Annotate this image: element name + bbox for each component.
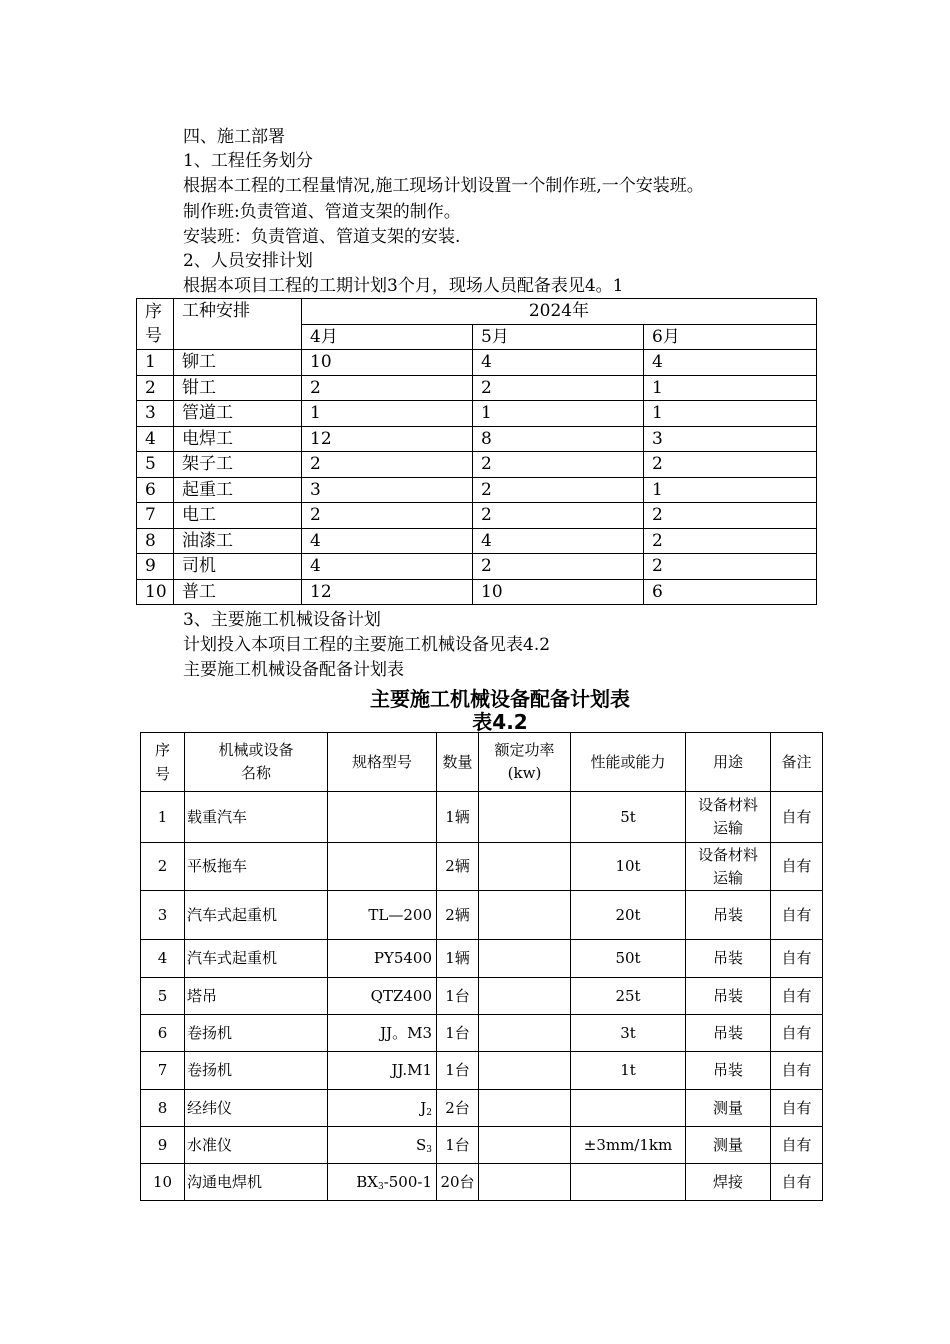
row-month-4: 12	[302, 426, 473, 452]
row-note: 自有	[771, 940, 823, 978]
model-text: J	[420, 1098, 427, 1117]
table-row	[137, 350, 817, 376]
row-number: 5	[137, 452, 174, 478]
row-trade: 普工	[174, 579, 302, 605]
table-row	[141, 792, 823, 843]
model-subscript: 3	[426, 1144, 432, 1155]
table-row	[141, 1015, 823, 1052]
row-use: 设备材料运输	[686, 843, 771, 891]
row-quantity: 1辆	[437, 792, 479, 843]
row-equipment-name: 平板拖车	[185, 843, 328, 891]
row-month-4: 4	[302, 528, 473, 554]
row-equipment-name: 经纬仪	[185, 1090, 328, 1127]
row-use: 吊装	[686, 1052, 771, 1090]
table-header-row	[141, 733, 823, 792]
header-trade: 工种安排	[174, 299, 302, 350]
model-text: QTZ400	[370, 986, 432, 1005]
row-number: 1	[137, 350, 174, 376]
table-row	[141, 940, 823, 978]
row-month-6: 2	[644, 452, 817, 478]
row-use: 吊装	[686, 1015, 771, 1052]
table-row	[141, 1127, 823, 1164]
task-heading: 1、工程任务划分	[183, 151, 313, 171]
row-trade: 司机	[174, 554, 302, 580]
row-number: 2	[141, 843, 185, 891]
row-power	[479, 1164, 571, 1201]
row-number: 10	[141, 1164, 185, 1201]
row-month-6: 2	[644, 503, 817, 529]
row-number: 10	[137, 579, 174, 605]
row-trade: 架子工	[174, 452, 302, 478]
model-text: JJ.M1	[391, 1061, 432, 1079]
row-use: 吊装	[686, 891, 771, 940]
header-quantity: 数量	[437, 733, 479, 792]
row-month-5: 4	[473, 350, 644, 376]
staff-heading: 2、人员安排计划	[183, 251, 313, 271]
row-power	[479, 978, 571, 1015]
table-row	[137, 477, 817, 503]
task-paragraph: 根据本工程的工程量情况,施工现场计划设置一个制作班,一个安装班。	[183, 176, 704, 196]
row-capacity	[571, 1090, 686, 1127]
header-power-line2: (kw)	[507, 764, 542, 782]
header-name-line1: 机械或设备	[218, 741, 294, 759]
table-row	[141, 1052, 823, 1090]
row-capacity	[571, 1164, 686, 1201]
row-month-4: 10	[302, 350, 473, 376]
row-quantity: 1台	[437, 1052, 479, 1090]
header-use: 用途	[686, 733, 771, 792]
row-model	[328, 978, 437, 1015]
row-model	[328, 792, 437, 843]
row-month-5: 2	[473, 554, 644, 580]
row-model	[328, 1090, 437, 1127]
row-month-5: 2	[473, 477, 644, 503]
staff-paragraph: 根据本项目工程的工期计划3个月，现场人员配备表见4。1	[183, 276, 624, 296]
row-model	[328, 1127, 437, 1164]
row-model	[328, 843, 437, 891]
row-month-4: 2	[302, 452, 473, 478]
header-name-line2: 名称	[240, 764, 271, 782]
row-month-4: 4	[302, 554, 473, 580]
row-number: 4	[137, 426, 174, 452]
header-capacity: 性能或能力	[571, 733, 686, 792]
table-row	[137, 528, 817, 554]
row-use: 测量	[686, 1127, 771, 1164]
table-row	[137, 503, 817, 529]
model-subscript: 2	[426, 1107, 432, 1118]
row-month-5: 1	[473, 401, 644, 427]
row-number: 8	[141, 1090, 185, 1127]
row-use: 吊装	[686, 940, 771, 978]
row-month-4: 12	[302, 579, 473, 605]
table-row	[137, 579, 817, 605]
table-row	[137, 401, 817, 427]
header-seq: 序号	[137, 299, 174, 350]
row-note: 自有	[771, 1015, 823, 1052]
row-capacity: 10t	[571, 843, 686, 891]
equipment-heading: 3、主要施工机械设备计划	[183, 610, 381, 630]
row-quantity: 1辆	[437, 940, 479, 978]
row-note: 自有	[771, 891, 823, 940]
row-month-4: 2	[302, 503, 473, 529]
row-quantity: 2台	[437, 1090, 479, 1127]
row-month-6: 2	[644, 554, 817, 580]
row-month-4: 2	[302, 375, 473, 401]
row-model	[328, 891, 437, 940]
row-trade: 电焊工	[174, 426, 302, 452]
staffing-table	[136, 298, 817, 605]
row-trade: 管道工	[174, 401, 302, 427]
row-capacity: 20t	[571, 891, 686, 940]
row-month-6: 6	[644, 579, 817, 605]
row-trade: 油漆工	[174, 528, 302, 554]
row-equipment-name: 载重汽车	[185, 792, 328, 843]
row-note: 自有	[771, 978, 823, 1015]
row-equipment-name: 水准仪	[185, 1127, 328, 1164]
header-seq-text: 序号	[154, 741, 170, 783]
row-power	[479, 792, 571, 843]
row-note: 自有	[771, 1164, 823, 1201]
row-month-5: 4	[473, 528, 644, 554]
row-equipment-name: 塔吊	[185, 978, 328, 1015]
row-power	[479, 940, 571, 978]
header-power	[479, 733, 571, 792]
table-row	[137, 452, 817, 478]
row-note: 自有	[771, 792, 823, 843]
row-use: 测量	[686, 1090, 771, 1127]
model-subscript: 3	[377, 1181, 384, 1192]
row-note: 自有	[771, 1090, 823, 1127]
row-month-5: 2	[473, 503, 644, 529]
row-quantity: 1台	[437, 1015, 479, 1052]
row-number: 6	[141, 1015, 185, 1052]
row-month-6: 1	[644, 401, 817, 427]
row-equipment-name: 卷扬机	[185, 1052, 328, 1090]
header-power-line1: 额定功率	[494, 741, 555, 759]
row-power	[479, 1090, 571, 1127]
header-model: 规格型号	[328, 733, 437, 792]
row-quantity: 2辆	[437, 891, 479, 940]
row-quantity: 1台	[437, 1127, 479, 1164]
model-text: TL—200	[368, 905, 432, 924]
table-title: 主要施工机械设备配备计划表	[370, 687, 630, 711]
table-row	[141, 1090, 823, 1127]
row-capacity: 5t	[571, 792, 686, 843]
row-month-4: 1	[302, 401, 473, 427]
header-year: 2024年	[302, 299, 817, 325]
row-month-6: 2	[644, 528, 817, 554]
row-capacity: 3t	[571, 1015, 686, 1052]
table-row	[141, 891, 823, 940]
table-row	[141, 978, 823, 1015]
row-power	[479, 1015, 571, 1052]
table-header-row	[137, 299, 817, 325]
row-use: 设备材料运输	[686, 792, 771, 843]
equipment-table	[140, 732, 823, 1201]
row-power	[479, 891, 571, 940]
model-text: S	[415, 1135, 427, 1154]
row-trade: 铆工	[174, 350, 302, 376]
section-heading: 四、施工部署	[183, 127, 285, 147]
row-number: 7	[141, 1052, 185, 1090]
row-number: 6	[137, 477, 174, 503]
installation-team-text: 安装班：负责管道、管道支架的安装.	[183, 227, 461, 247]
row-number: 5	[141, 978, 185, 1015]
row-model	[328, 1164, 437, 1201]
row-quantity: 2辆	[437, 843, 479, 891]
row-trade: 钳工	[174, 375, 302, 401]
row-note: 自有	[771, 1127, 823, 1164]
header-equipment-name	[185, 733, 328, 792]
row-model	[328, 1015, 437, 1052]
row-quantity: 20台	[437, 1164, 479, 1201]
table-subtitle: 表4.2	[472, 710, 528, 734]
model-tail: -500-1	[383, 1172, 432, 1191]
row-month-5: 10	[473, 579, 644, 605]
row-number: 8	[137, 528, 174, 554]
row-use: 吊装	[686, 978, 771, 1015]
row-equipment-name: 沟通电焊机	[185, 1164, 328, 1201]
row-month-6: 1	[644, 375, 817, 401]
row-number: 3	[137, 401, 174, 427]
model-text: PY5400	[373, 949, 432, 967]
equipment-caption: 主要施工机械设备配备计划表	[183, 660, 404, 680]
row-power	[479, 1127, 571, 1164]
row-month-5: 8	[473, 426, 644, 452]
row-equipment-name: 汽车式起重机	[185, 940, 328, 978]
table-row	[137, 426, 817, 452]
row-power	[479, 843, 571, 891]
row-number: 3	[141, 891, 185, 940]
header-month: 6月	[644, 324, 817, 350]
row-trade: 起重工	[174, 477, 302, 503]
row-month-5: 2	[473, 452, 644, 478]
row-trade: 电工	[174, 503, 302, 529]
row-number: 2	[137, 375, 174, 401]
header-note: 备注	[771, 733, 823, 792]
table-row	[141, 843, 823, 891]
equipment-paragraph: 计划投入本项目工程的主要施工机械设备见表4.2	[183, 635, 551, 655]
model-text: BX	[356, 1172, 378, 1191]
header-seq	[141, 733, 185, 792]
row-number: 4	[141, 940, 185, 978]
row-number: 9	[137, 554, 174, 580]
row-note: 自有	[771, 843, 823, 891]
header-month: 5月	[473, 324, 644, 350]
row-capacity: 25t	[571, 978, 686, 1015]
row-use: 焊接	[686, 1164, 771, 1201]
fabrication-team-text: 制作班:负责管道、管道支架的制作。	[183, 202, 461, 222]
row-equipment-name: 卷扬机	[185, 1015, 328, 1052]
row-month-6: 3	[644, 426, 817, 452]
row-number: 7	[137, 503, 174, 529]
row-equipment-name: 汽车式起重机	[185, 891, 328, 940]
row-month-4: 3	[302, 477, 473, 503]
model-text: JJ。M3	[380, 1023, 432, 1042]
row-capacity: 50t	[571, 940, 686, 978]
row-number: 9	[141, 1127, 185, 1164]
row-power	[479, 1052, 571, 1090]
table-row	[137, 554, 817, 580]
row-quantity: 1台	[437, 978, 479, 1015]
row-month-6: 1	[644, 477, 817, 503]
row-month-5: 2	[473, 375, 644, 401]
row-month-6: 4	[644, 350, 817, 376]
row-number: 1	[141, 792, 185, 843]
row-model	[328, 940, 437, 978]
row-model	[328, 1052, 437, 1090]
row-note: 自有	[771, 1052, 823, 1090]
header-month: 4月	[302, 324, 473, 350]
table-row	[141, 1164, 823, 1201]
row-capacity: 1t	[571, 1052, 686, 1090]
table-row	[137, 375, 817, 401]
row-capacity: ±3mm/1km	[571, 1127, 686, 1164]
